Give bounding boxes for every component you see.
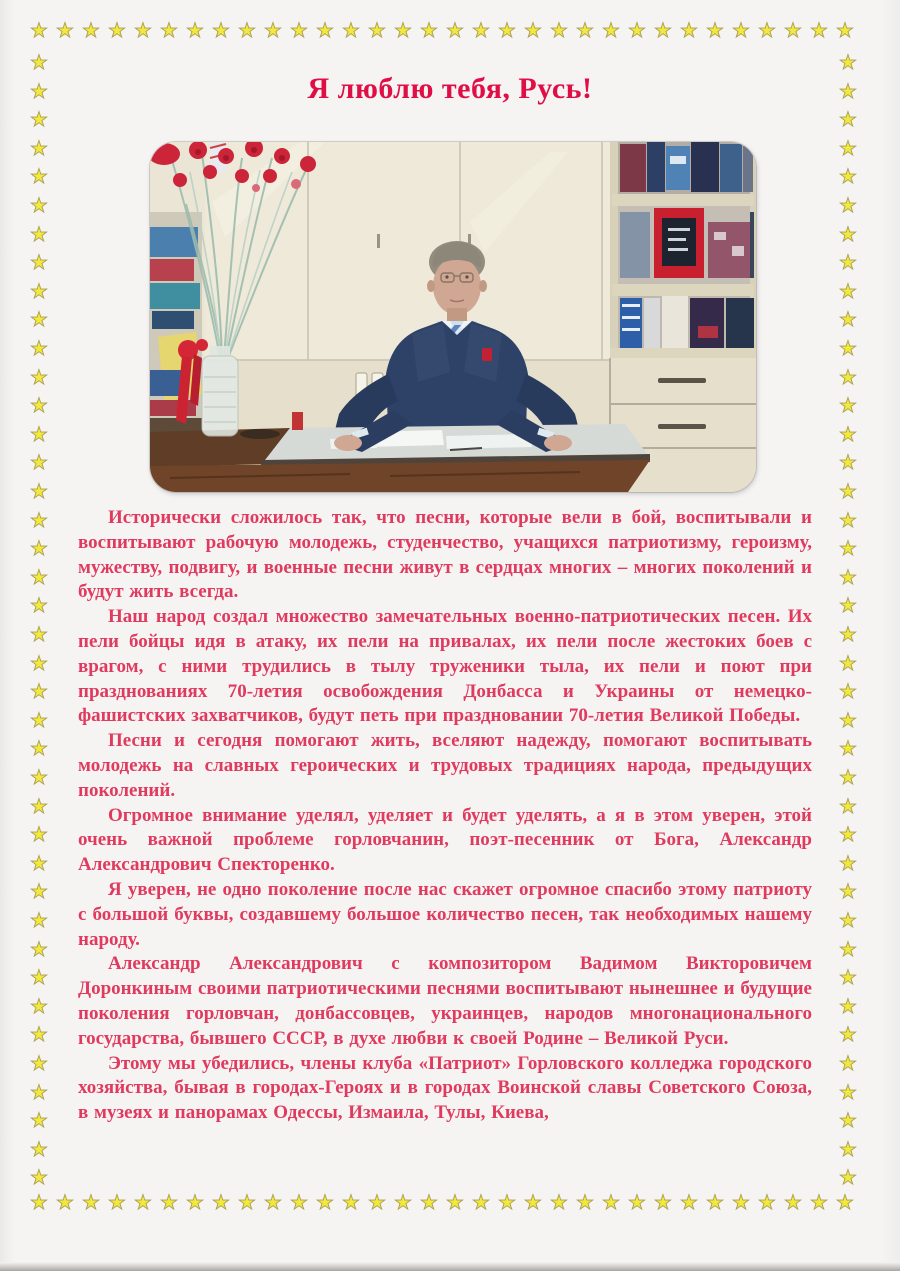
star-icon: ★	[30, 50, 48, 74]
star-icon: ★	[839, 364, 857, 389]
star-icon: ★	[56, 1190, 74, 1214]
star-icon: ★	[680, 18, 698, 42]
star-icon: ★	[30, 850, 48, 875]
star-icon: ★	[839, 336, 857, 360]
star-icon: ★	[30, 278, 48, 303]
paragraph: Александр Александрович с композитором Вадимом Викторовичем Доронкиным своими патриотическими песнями воспитывают нынешнее и будущие поколения горловчан, донбассовцев, украинцев, народов многонационального государства, бывшего СССР, в духе любви к своей Родине – Великой Руси.	[78, 953, 812, 1049]
star-icon: ★	[30, 736, 48, 761]
star-icon: ★	[836, 18, 854, 42]
star-icon: ★	[30, 822, 48, 847]
star-icon: ★	[30, 536, 48, 561]
star-icon: ★	[30, 879, 48, 904]
star-icon: ★	[839, 650, 857, 675]
star-icon: ★	[368, 18, 386, 42]
star-icon: ★	[290, 18, 308, 42]
star-icon: ★	[30, 336, 48, 360]
star-icon: ★	[30, 622, 48, 646]
star-icon: ★	[839, 965, 857, 990]
paragraph: Наш народ создал множество замечательных военно-патриотических песен. Их пели бойцы идя в атаку, их пели на привалах, их пели после жестоких боев с врагом, с ними трудились в тылу труженики тыла, их пели и поют при празднованиях 70-летия освобождения Донбасса и Украины от немецко-фашистских захватчиков, будут петь при праздновании 70-летия Великой Победы.	[78, 606, 812, 727]
star-icon: ★	[472, 1190, 490, 1214]
page-title: Я люблю тебя, Русь!	[307, 72, 593, 105]
star-icon: ★	[839, 936, 857, 961]
star-icon: ★	[160, 18, 178, 42]
star-icon: ★	[30, 393, 48, 418]
star-icon: ★	[290, 1190, 308, 1214]
star-icon: ★	[30, 1165, 48, 1190]
star-icon: ★	[839, 1136, 857, 1161]
star-icon: ★	[839, 507, 857, 532]
star-icon: ★	[654, 1190, 672, 1214]
star-icon: ★	[839, 850, 857, 875]
star-icon: ★	[30, 421, 48, 446]
star-icon: ★	[839, 1079, 857, 1104]
star-icon: ★	[839, 164, 857, 189]
star-icon: ★	[758, 1190, 776, 1214]
star-icon: ★	[30, 1136, 48, 1161]
star-icon: ★	[30, 221, 48, 246]
star-icon: ★	[839, 822, 857, 847]
star-icon: ★	[30, 307, 48, 332]
star-icon: ★	[212, 18, 230, 42]
star-icon: ★	[839, 622, 857, 646]
star-icon: ★	[839, 793, 857, 818]
star-icon: ★	[30, 250, 48, 275]
star-icon: ★	[30, 936, 48, 961]
star-icon: ★	[30, 450, 48, 475]
star-icon: ★	[839, 707, 857, 732]
photo-frame	[150, 142, 756, 492]
star-icon: ★	[839, 393, 857, 418]
star-icon: ★	[732, 1190, 750, 1214]
star-icon: ★	[108, 18, 126, 42]
star-icon: ★	[524, 1190, 542, 1214]
star-icon: ★	[810, 18, 828, 42]
star-icon: ★	[30, 965, 48, 990]
star-icon: ★	[160, 1190, 178, 1214]
star-icon: ★	[186, 18, 204, 42]
star-icon: ★	[108, 1190, 126, 1214]
star-icon: ★	[602, 18, 620, 42]
star-icon: ★	[839, 450, 857, 475]
star-icon: ★	[30, 707, 48, 732]
star-icon: ★	[839, 1022, 857, 1047]
star-icon: ★	[839, 50, 857, 74]
star-icon: ★	[839, 879, 857, 904]
star-icon: ★	[498, 18, 516, 42]
star-icon: ★	[706, 18, 724, 42]
star-icon: ★	[264, 1190, 282, 1214]
star-icon: ★	[342, 1190, 360, 1214]
star-icon: ★	[134, 1190, 152, 1214]
paragraph: Песни и сегодня помогают жить, вселяют надежду, помогают воспитывать молодежь на славных героических и трудовых традициях народа, предыдущих поколений.	[78, 730, 812, 801]
star-icon: ★	[238, 1190, 256, 1214]
star-icon: ★	[30, 107, 48, 132]
star-icon: ★	[628, 18, 646, 42]
paragraph: Огромное внимание уделял, уделяет и будет уделять, а я в этом уверен, этой очень важной проблеме горловчанин, поэт-песенник от Бога, Александр Александрович Спекторенко.	[78, 804, 812, 876]
star-icon: ★	[30, 1022, 48, 1047]
star-icon: ★	[30, 650, 48, 675]
star-icon: ★	[30, 164, 48, 189]
star-icon: ★	[446, 1190, 464, 1214]
star-icon: ★	[30, 679, 48, 704]
star-icon: ★	[839, 135, 857, 160]
star-icon: ★	[628, 1190, 646, 1214]
star-icon: ★	[839, 736, 857, 761]
star-icon: ★	[839, 536, 857, 561]
star-icon: ★	[550, 1190, 568, 1214]
scan-edge	[0, 1262, 900, 1271]
star-icon: ★	[839, 1108, 857, 1133]
star-icon: ★	[654, 18, 672, 42]
star-icon: ★	[839, 1165, 857, 1190]
star-icon: ★	[784, 1190, 802, 1214]
star-icon: ★	[394, 1190, 412, 1214]
paragraph: Исторически сложилось так, что песни, которые вели в бой, воспитывали и воспитывают рабочую молодежь, студенчество, учащихся патриотизму, героизму, мужеству, подвигу, и военные песни живут в сердцах многих – многих поколений и будут жить всегда.	[78, 507, 812, 603]
star-icon: ★	[839, 679, 857, 704]
star-icon: ★	[56, 18, 74, 42]
star-icon: ★	[836, 1190, 854, 1214]
star-icon: ★	[839, 479, 857, 503]
star-icon: ★	[134, 18, 152, 42]
star-icon: ★	[30, 364, 48, 389]
star-icon: ★	[839, 193, 857, 217]
star-icon: ★	[30, 18, 48, 42]
star-icon: ★	[839, 1051, 857, 1075]
star-icon: ★	[316, 18, 334, 42]
star-icon: ★	[30, 993, 48, 1018]
star-icon: ★	[784, 18, 802, 42]
star-icon: ★	[680, 1190, 698, 1214]
star-icon: ★	[342, 18, 360, 42]
star-icon: ★	[810, 1190, 828, 1214]
star-icon: ★	[576, 18, 594, 42]
star-icon: ★	[839, 78, 857, 103]
star-icon: ★	[30, 908, 48, 932]
star-icon: ★	[316, 1190, 334, 1214]
star-icon: ★	[839, 307, 857, 332]
star-icon: ★	[30, 793, 48, 818]
star-icon: ★	[706, 1190, 724, 1214]
paragraph: Этому мы убедились, члены клуба «Патриот» Горловского колледжа городского хозяйства, бывая в городах-Героях и в городах Воинской славы Советского Союза, в музеях и панорамах Одессы, Измаила, Тулы, Киева,	[78, 1052, 812, 1124]
star-icon: ★	[839, 107, 857, 132]
star-icon: ★	[82, 18, 100, 42]
star-icon: ★	[602, 1190, 620, 1214]
star-icon: ★	[839, 765, 857, 789]
star-icon: ★	[839, 278, 857, 303]
star-icon: ★	[82, 1190, 100, 1214]
star-icon: ★	[30, 78, 48, 103]
star-icon: ★	[550, 18, 568, 42]
star-icon: ★	[264, 18, 282, 42]
photo-illustration	[150, 142, 756, 492]
star-icon: ★	[472, 18, 490, 42]
star-icon: ★	[186, 1190, 204, 1214]
star-icon: ★	[30, 1108, 48, 1133]
star-icon: ★	[839, 250, 857, 275]
star-icon: ★	[238, 18, 256, 42]
star-icon: ★	[30, 193, 48, 217]
star-icon: ★	[839, 221, 857, 246]
star-icon: ★	[732, 18, 750, 42]
star-icon: ★	[30, 1079, 48, 1104]
star-icon: ★	[420, 18, 438, 42]
article-body	[78, 506, 812, 1126]
star-icon: ★	[839, 593, 857, 618]
star-icon: ★	[30, 1051, 48, 1075]
star-icon: ★	[30, 507, 48, 532]
star-icon: ★	[30, 135, 48, 160]
star-icon: ★	[839, 421, 857, 446]
star-icon: ★	[420, 1190, 438, 1214]
star-icon: ★	[839, 993, 857, 1018]
star-icon: ★	[30, 765, 48, 789]
star-icon: ★	[394, 18, 412, 42]
star-icon: ★	[524, 18, 542, 42]
star-icon: ★	[30, 564, 48, 589]
star-icon: ★	[212, 1190, 230, 1214]
star-icon: ★	[446, 18, 464, 42]
paragraph: Я уверен, не одно поколение после нас скажет огромное спасибо этому патриоту с большой буквы, создавшему большое количество песен, так необходимых нашему народу.	[78, 878, 812, 950]
star-icon: ★	[30, 479, 48, 503]
star-icon: ★	[576, 1190, 594, 1214]
star-icon: ★	[839, 908, 857, 932]
star-icon: ★	[498, 1190, 516, 1214]
star-icon: ★	[30, 593, 48, 618]
star-icon: ★	[368, 1190, 386, 1214]
star-icon: ★	[30, 1190, 48, 1214]
star-icon: ★	[839, 564, 857, 589]
star-icon: ★	[758, 18, 776, 42]
